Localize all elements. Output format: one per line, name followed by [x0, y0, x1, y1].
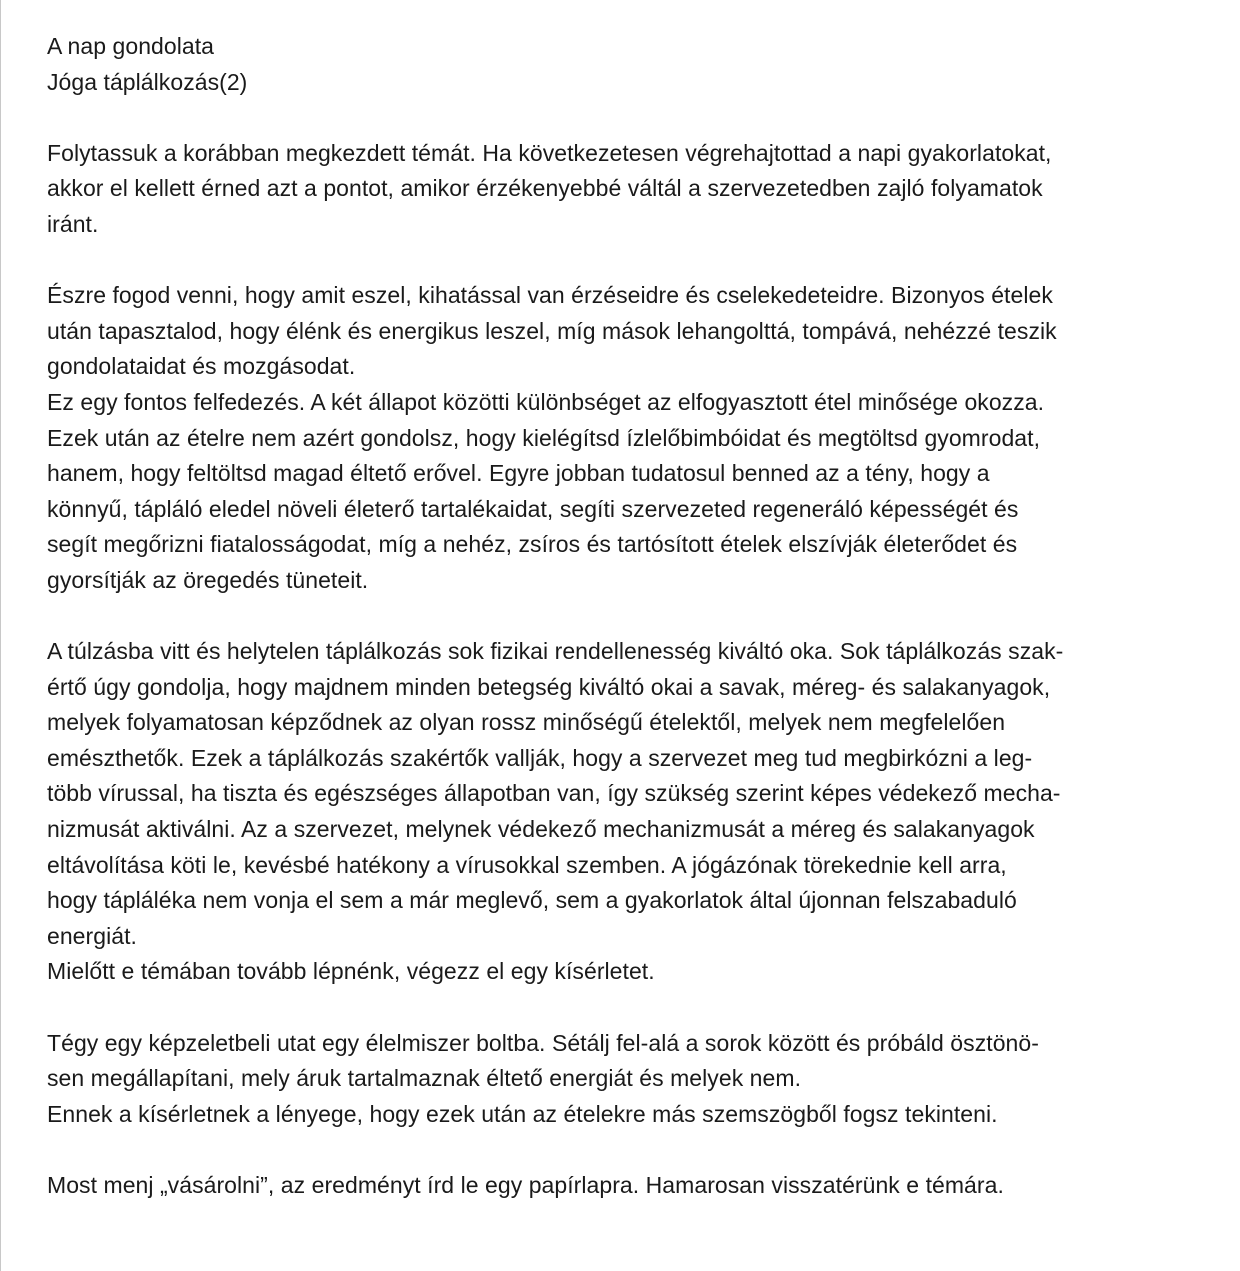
document-heading: A nap gondolata	[47, 33, 215, 59]
paragraph-line: akkor el kellett érned azt a pontot, amikor érzékenyebbé váltál a szervezetedben zajló folyamatok	[47, 175, 1043, 202]
paragraph-line: könnyű, tápláló eledel növeli életerő tartalékaidat, segíti szervezeted regeneráló képességét és	[47, 495, 1019, 522]
paragraph-line: Ennek a kísérletnek a lényege, hogy ezek után az ételekre más szemszögből fogsz tekinteni.	[47, 1100, 998, 1127]
paragraph-line: után tapasztalod, hogy élénk és energikus leszel, míg mások lehangolttá, tompává, nehézzé teszik	[47, 317, 1057, 344]
paragraph-line: iránt.	[47, 210, 99, 237]
paragraph-line: Folytassuk a korábban megkezdett témát. Ha következetesen végrehajtottad a napi gyakorlatokat,	[47, 139, 1052, 166]
paragraph-line: sen megállapítani, mely áruk tartalmaznak éltető energiát és melyek nem.	[47, 1065, 802, 1092]
paragraph-3	[47, 634, 1207, 990]
paragraph-line: Ezek után az ételre nem azért gondolsz, hogy kielégítsd ízlelőbimbóidat és megtöltsd gyomrodat,	[47, 424, 1041, 451]
paragraph-line: A túlzásba vitt és helytelen táplálkozás sok fizikai rendellenesség kiváltó oka. Sok táplálkozás szak-	[47, 638, 1064, 665]
paragraph-line: Tégy egy képzeletbeli utat egy élelmiszer boltba. Sétálj fel-alá a sorok között és próbáld ösztönö-	[47, 1029, 1039, 1056]
paragraph-line: értő úgy gondolja, hogy majdnem minden betegség kiváltó okai a savak, méreg- és salakanyagok,	[47, 673, 1051, 700]
document-subtitle: Jóga táplálkozás(2)	[47, 68, 248, 95]
blank-line	[47, 990, 1207, 1026]
paragraph-line: segít megőrizni fiatalosságodat, míg a nehéz, zsíros és tartósított ételek elszívják életerődet és	[47, 531, 1018, 558]
paragraph-1	[47, 136, 1207, 243]
paragraph-line: Mielőtt e témában tovább lépnénk, végezz el egy kísérletet.	[47, 958, 655, 985]
paragraph-line: eltávolítása köti le, kevésbé hatékony a vírusokkal szemben. A jógázónak törekednie kell arra,	[47, 851, 1007, 878]
paragraph-line: energiát.	[47, 922, 137, 949]
paragraph-line: nizmusát aktiválni. Az a szervezet, melynek védekező mechanizmusát a méreg és salakanyagok	[47, 816, 1035, 843]
paragraph-line: Ez egy fontos felfedezés. A két állapot közötti különbséget az elfogyasztott étel minősége okozza.	[47, 388, 1045, 415]
paragraph-line: több vírussal, ha tiszta és egészséges állapotban van, így szükség szerint képes védekező mecha-	[47, 780, 1061, 807]
paragraph-4	[47, 1026, 1207, 1133]
blank-line	[47, 599, 1207, 635]
paragraph-2	[47, 278, 1207, 598]
blank-line	[47, 243, 1207, 279]
paragraph-line: hogy tápláléka nem vonja el sem a már meglevő, sem a gyakorlatok által újonnan felszabaduló	[47, 887, 1017, 914]
blank-line	[47, 1132, 1207, 1168]
paragraph-line: melyek folyamatosan képződnek az olyan rossz minőségű ételektől, melyek nem megfelelően	[47, 709, 1006, 736]
paragraph-line: gondolataidat és mozgásodat.	[47, 353, 356, 380]
document-body	[47, 29, 1207, 1204]
paragraph-line: hanem, hogy feltöltsd magad éltető erővel. Egyre jobban tudatosul benned az a tény, hogy a	[47, 460, 990, 487]
paragraph-line: emészthetők. Ezek a táplálkozás szakértők vallják, hogy a szervezet meg tud megbirkózni a leg-	[47, 744, 1033, 771]
paragraph-5	[47, 1168, 1207, 1204]
paragraph-line: Észre fogod venni, hogy amit eszel, kihatással van érzéseidre és cselekedeteidre. Bizonyos ételek	[47, 282, 1053, 309]
paragraph-line: Most menj „vásárolni”, az eredményt írd le egy papírlapra. Hamarosan visszatérünk e témára.	[47, 1172, 1004, 1198]
paragraph-line: gyorsítják az öregedés tüneteit.	[47, 566, 369, 593]
blank-line	[47, 100, 1207, 136]
